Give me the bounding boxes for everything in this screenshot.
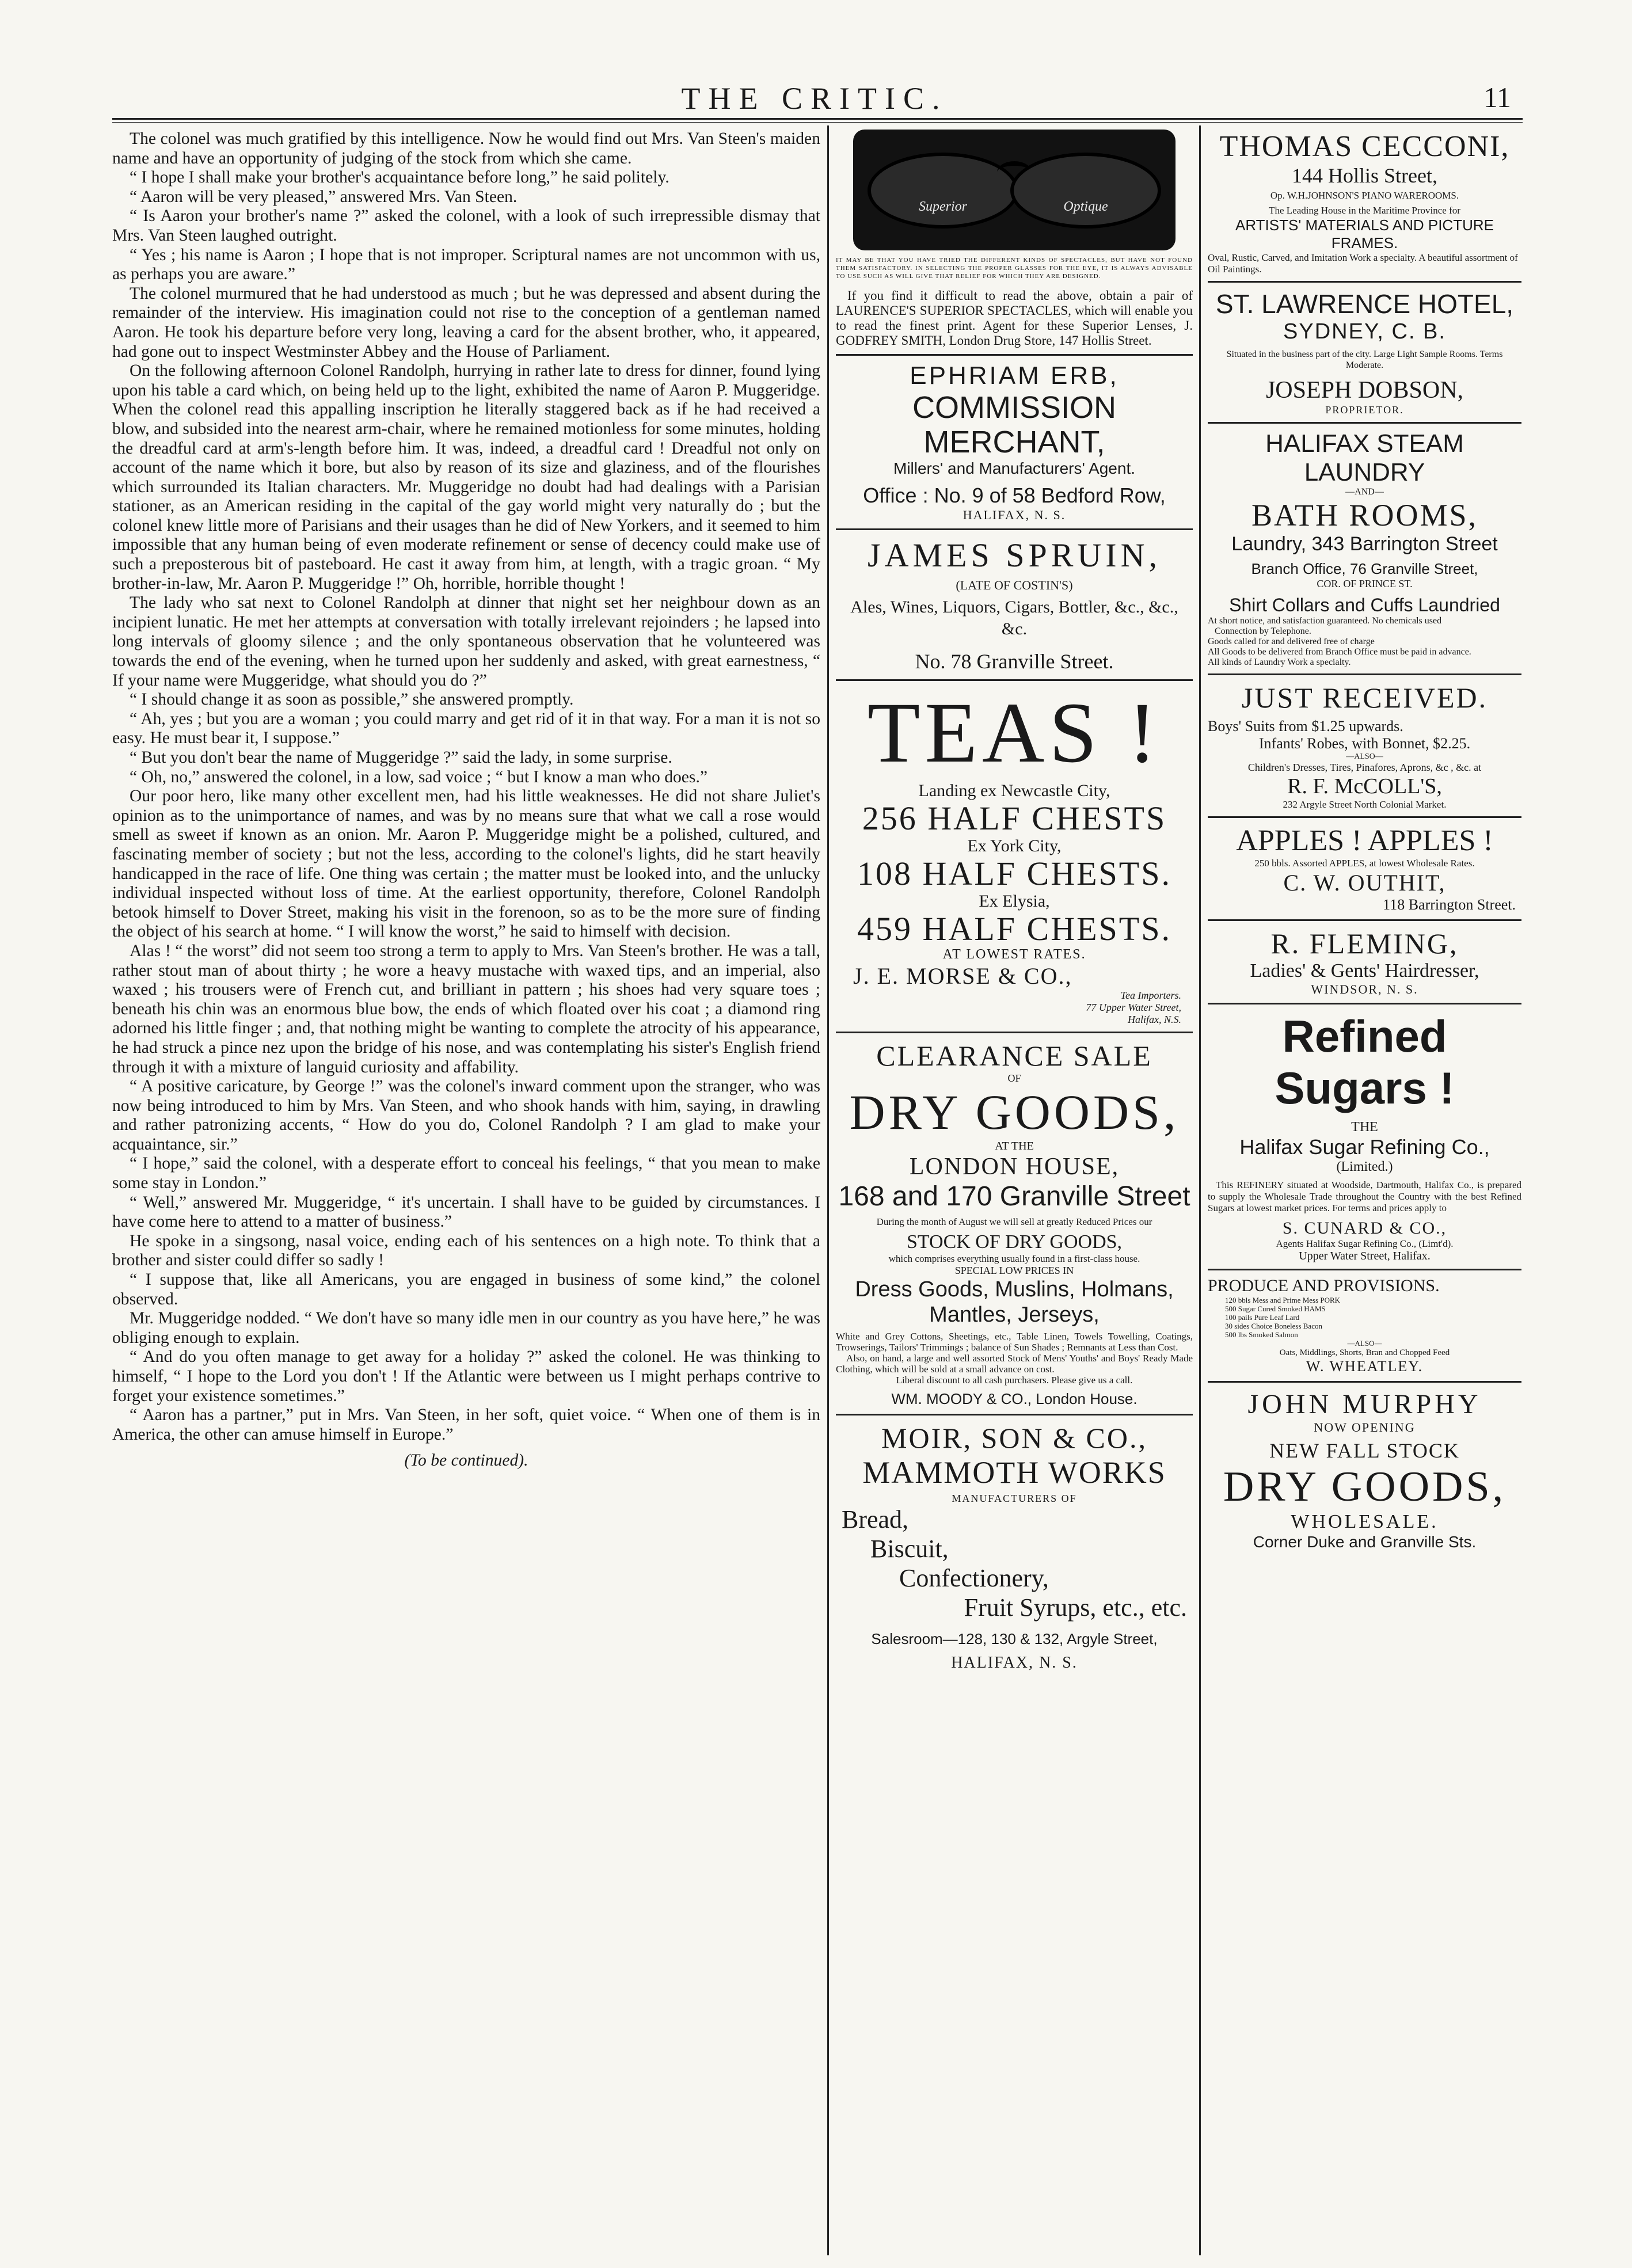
moir-line: Confectionery, (899, 1564, 1049, 1592)
ad-separator (1208, 919, 1521, 921)
story-paragraph: “ I hope I shall make your brother's acquaintance before long,” he said politely. (130, 168, 669, 187)
moir-line: MANUFACTURERS OF (952, 1493, 1077, 1504)
story-paragraph: The lady who sat next to Colonel Randolph at dinner that night set her neighbour down as an incipient lunatic. He met her attempts at conversation with totally irrelevant rejoinders ; he lapsed into long intervals of gloomy silence ; and the only spontaneous observation that he volunteered was towards the end of the evening, when he turned upon her suddenly and asked, with great earnestness, “ If your name were Muggeridge, what should you do ?” (112, 593, 820, 690)
story-paragraph: The colonel was much gratified by this intelligence. Now he would find out Mrs. Van Steen's maiden name and have an opportunity of judging of the stock from which she came. (112, 130, 820, 168)
story-paragraph: The colonel murmured that he had understood as much ; but he was depressed and absent during the remainder of the interview. His imagination could not rise to the conception of a gentleman named Aaron. He took his departure before very long, leaving a card for the absent brother, who, it appeared, had gone out to inspect Westminster Abbey and the House of Parliament. (112, 284, 820, 361)
outhit-line: 118 Barrington Street. (1383, 896, 1516, 913)
laundry-line: All Goods to be delivered from Branch Office must be paid in advance. (1208, 647, 1471, 657)
moir-line: Biscuit, (870, 1535, 949, 1563)
laundry-line: Connection by Telephone. (1215, 626, 1311, 636)
ad-separator (1208, 422, 1521, 424)
teas-lot: 256 HALF CHESTS (862, 800, 1167, 837)
erb-city: HALIFAX, N. S. (963, 508, 1066, 522)
laundry-line: HALIFAX STEAM LAUNDRY (1265, 429, 1464, 486)
lens-label: Optique (1063, 199, 1108, 214)
ad-separator (1208, 816, 1521, 818)
mccoll-line: Children's Dresses, Tires, Pinafores, Aprons, &c , &c. at (1247, 762, 1482, 773)
moody-ad (836, 1039, 1193, 1408)
moody-line: SPECIAL LOW PRICES IN (954, 1265, 1074, 1276)
ad-separator (836, 679, 1193, 681)
moody-line: WM. MOODY & CO., London House. (891, 1390, 1138, 1407)
story-paragraph: “ I suppose that, like all Americans, you are engaged in business of some kind,” the colonel observed. (112, 1270, 820, 1308)
laundry-line: All kinds of Laundry Work a specialty. (1208, 657, 1351, 667)
story-paragraph: “ Oh, no,” answered the colonel, in a low, sad voice ; “ but I know a man who does.” (130, 767, 707, 786)
wheatley-ad (1208, 1276, 1521, 1375)
teas-importers: Tea Importers. (1120, 990, 1181, 1001)
story-paragraph: On the following afternoon Colonel Randolph, hurrying in rather late to dress for dinner, found lying upon his table a card which, on being held up to the light, exhibited the name of Aaron P. Muggeridge. When the colonel read this appalling inscription he literally staggered back as if he had received a blow, and subsided into the nearest arm-chair, where he remained motionless for some minutes, holding the dreadful card at arm's-length before him. It was, indeed, a dreadful card ! Dreadful not only on account of the name which it bore, but also by reason of its size and glaziness, and of the flourishes which surrounded its Italian characters. Mr. Muggeridge no doubt had had dealings with a Parisian stationer, as an American residing in the capital of the gay world might very naturally do ; but the colonel knew little more of Parisians and their usages than he did of New Yorkers, and it seemed to him impossible that any human being of even moderate refinement or sense of decency could make use of such a preposterous bit of pasteboard. He cast it away from him, at length, with a tragic groan. “ My brother-in-law, Mr. Aaron P. Muggeridge !” Oh, horrible, horrible thought ! (112, 361, 820, 593)
teas-lot: 459 HALF CHESTS. (857, 910, 1171, 947)
sugar-ad (1208, 1010, 1521, 1263)
moody-line: STOCK OF DRY GOODS, (906, 1231, 1123, 1253)
wheatley-also: —ALSO— (1347, 1339, 1382, 1348)
hotel-text: Situated in the business part of the city. Large Light Sample Rooms. Terms Moderate. (1226, 349, 1503, 370)
hotel-city: SYDNEY, C. B. (1283, 319, 1446, 344)
ad-separator (1208, 1381, 1521, 1383)
story-paragraph: Our poor hero, like many other excellent men, had his little weaknesses. He did not share Juliet's opinion as to the unimportance of names, and was by no means sure that what we call a rose would smell as sweet if known as an onion. Mr. Aaron P. Muggeridge might be a polished, cultured, and fascinating member of society ; but not the less, according to the colonel's lights, did he start heavily handicapped in the race of life. One thing was certain ; the matter must be looked into, and the unlucky individual inspected without loss of time. At the earliest opportunity, therefore, Colonel Randolph betook himself to Dover Street, making his visit in the forenoon, so as to be the more sure of finding the object of his search at home. “ I will know the worst,” he said to himself with decision. (112, 787, 820, 941)
wheatley-item: 500 lbs Smoked Salmon (1225, 1330, 1298, 1339)
teas-headline: TEAS ! (867, 685, 1162, 781)
moody-line: Dress Goods, Muslins, Holmans, Mantles, Jerseys, (855, 1277, 1174, 1327)
murphy-line: NOW OPENING (1314, 1420, 1416, 1434)
continued-note: (To be continued). (404, 1451, 528, 1470)
murphy-line: NEW FALL STOCK (1269, 1439, 1460, 1462)
ad-separator (836, 528, 1193, 530)
laundry-line: COR. OF PRINCE ST. (1317, 578, 1413, 589)
fleming-ad (1208, 927, 1521, 997)
sugar-line: Refined Sugars ! (1275, 1011, 1455, 1113)
outhit-line: 250 bbls. Assorted APPLES, at lowest Wholesale Rates. (1254, 858, 1475, 869)
teas-ship: Ex York City, (967, 836, 1062, 855)
ad-separator (836, 354, 1193, 356)
story-paragraph: “ But you don't bear the name of Muggeridge ?” said the lady, in some surprise. (130, 748, 672, 767)
column-divider (827, 125, 829, 2255)
spruin-address: No. 78 Granville Street. (915, 650, 1114, 673)
sugar-line: Agents Halifax Sugar Refining Co., (Limt'd). (1276, 1238, 1454, 1249)
spectacles-ad (836, 130, 1193, 348)
hotel-proprietor-title: PROPRIETOR. (1325, 404, 1404, 416)
wheatley-item: 30 sides Choice Boneless Bacon (1225, 1322, 1322, 1330)
laundry-line: BATH ROOMS, (1251, 498, 1478, 532)
sugar-line: This REFINERY situated at Woodside, Dartmouth, Halifax Co., is prepared to supply the Wholesale Trade throughout the Country with the best Refined Sugars at lowest market prices. For terms and prices apply to (1208, 1179, 1521, 1213)
fleming-line: Ladies' & Gents' Hairdresser, (1250, 960, 1479, 981)
wheatley-item: 100 pails Pure Leaf Lard (1225, 1313, 1300, 1322)
moody-line: CLEARANCE SALE (876, 1040, 1152, 1072)
story-paragraph: He spoke in a singsong, nasal voice, ending each of his sentences on a high note. To think that a brother and sister could differ so sadly ! (112, 1231, 820, 1270)
story-column (112, 130, 820, 2248)
teas-landing: Landing ex Newcastle City, (918, 781, 1110, 800)
moody-line: 168 and 170 Granville Street (838, 1181, 1190, 1212)
ad-separator (1208, 1003, 1521, 1004)
moody-line: LONDON HOUSE, (909, 1154, 1120, 1180)
erb-ad (836, 361, 1193, 523)
cecconi-ad (1208, 130, 1521, 275)
ad-separator (1208, 1269, 1521, 1270)
moir-ad (836, 1421, 1193, 1672)
spruin-late: (LATE OF COSTIN'S) (956, 578, 1073, 592)
wheatley-item: 120 bbls Mess and Prime Mess PORK (1225, 1296, 1341, 1304)
cecconi-leading: The Leading House in the Maritime Province for (1269, 205, 1460, 216)
ad-separator (836, 1414, 1193, 1415)
cecconi-address: 144 Hollis Street, (1292, 164, 1437, 187)
outhit-ad (1208, 824, 1521, 914)
murphy-line: JOHN MURPHY (1247, 1389, 1482, 1420)
wheatley-name: W. WHEATLEY. (1306, 1358, 1424, 1375)
newspaper-title: THE CRITIC. (681, 81, 948, 116)
wheatley-other: Oats, Middlings, Shorts, Bran and Chopped Feed (1279, 1348, 1450, 1357)
story-paragraph: “ Ah, yes ; but you are a woman ; you could marry and get rid of it in that way. For a man it is not so easy. He must bear it, I suppose.” (112, 709, 820, 748)
spectacles-fine-print: IT MAY BE THAT YOU HAVE TRIED THE DIFFERENT KINDS OF SPECTACLES, BUT HAVE NOT FOUND THEM SATISFACTORY. IN SELECTING THE PROPER GLASSES FOR THE EYE, IT IS ALWAYS ADVISABLE TO USE SUCH AS WILL GIVE THAT RELIEF FOR WHICH THEY ARE DESIGNED. (836, 257, 1193, 280)
cecconi-frames: Oval, Rustic, Carved, and Imitation Work a specialty. A beautiful assortment of Oil Paintings. (1208, 252, 1518, 275)
lens-label: Superior (919, 199, 967, 214)
teas-lot: 108 HALF CHESTS. (857, 855, 1171, 892)
mccoll-line: Infants' Robes, with Bonnet, $2.25. (1258, 735, 1471, 752)
header-rule-thin (112, 122, 1523, 123)
hotel-proprietor: JOSEPH DOBSON, (1265, 377, 1464, 404)
outhit-line: C. W. OUTHIT, (1283, 870, 1446, 896)
teas-merchant-city: Halifax, N.S. (1128, 1014, 1181, 1025)
page-number: 11 (1483, 81, 1511, 113)
cecconi-name: THOMAS CECCONI, (1219, 130, 1510, 163)
laundry-line: Branch Office, 76 Granville Street, (1251, 560, 1478, 577)
moody-line: DRY GOODS, (849, 1084, 1180, 1140)
sugar-line: THE (1351, 1120, 1378, 1135)
mccoll-line: Boys' Suits from $1.25 upwards. (1208, 718, 1403, 735)
murphy-ad (1208, 1388, 1521, 1551)
erb-subtitle: Millers' and Manufacturers' Agent. (893, 459, 1135, 477)
ad-column-right (1208, 130, 1521, 2259)
moody-line: Also, on hand, a large and well assorted Stock of Mens' Youths' and Boys' Ready Made Clothing, which will be sold at a small advance on cost. (836, 1353, 1193, 1375)
teas-ship: Ex Elysia, (979, 892, 1050, 911)
teas-merchant-address: 77 Upper Water Street, (1086, 1002, 1181, 1013)
fleming-line: WINDSOR, N. S. (1311, 982, 1418, 996)
ad-separator (1208, 281, 1521, 283)
sugar-line: (Limited.) (1336, 1159, 1393, 1174)
laundry-line: At short notice, and satisfaction guaranteed. No chemicals used (1208, 616, 1442, 626)
moody-line: which comprises everything usually found in a first-class house. (888, 1253, 1140, 1264)
hotel-ad (1208, 288, 1521, 416)
story-paragraph: “ Yes ; his name is Aaron ; I hope that is not improper. Scriptural names are not uncommon with us, as perhaps you are aware.” (112, 245, 820, 284)
teas-ad (836, 687, 1193, 1026)
laundry-line: —AND— (1345, 487, 1384, 497)
ad-separator (1208, 673, 1521, 675)
laundry-ad (1208, 429, 1521, 668)
page-header (112, 81, 1517, 115)
hotel-name: ST. LAWRENCE HOTEL, (1215, 289, 1514, 319)
header-rule (112, 118, 1523, 120)
teas-merchant: J. E. MORSE & CO., (853, 963, 1072, 989)
moody-line: OF (1007, 1072, 1021, 1084)
moir-line: Fruit Syrups, etc., etc. (964, 1593, 1187, 1622)
mccoll-line: R. F. McCOLL'S, (1287, 774, 1442, 798)
ad-column-middle (836, 130, 1193, 2259)
spectacles-body: If you find it difficult to read the above, obtain a pair of LAURENCE'S SUPERIOR SPECTACLES, which will enable you to read the finest print. Agent for these Superior Lenses, J. GODFREY SMITH, London Drug Store, 147 Hollis Street. (836, 288, 1193, 348)
erb-office: Office : No. 9 of 58 Bedford Row, (863, 484, 1166, 507)
sugar-line: S. CUNARD & CO., (1282, 1219, 1447, 1238)
moody-line: Liberal discount to all cash purchasers. Please give us a call. (896, 1375, 1133, 1386)
story-paragraph: “ I should change it as soon as possible,” she answered promptly. (130, 690, 574, 709)
spectacles-image (853, 130, 1176, 250)
murphy-line: DRY GOODS, (1223, 1463, 1507, 1510)
teas-rates: AT LOWEST RATES. (942, 947, 1086, 962)
spruin-ad (836, 536, 1193, 673)
erb-title: COMMISSION MERCHANT, (912, 390, 1116, 459)
moody-line: AT THE (995, 1140, 1034, 1152)
laundry-line: Laundry, 343 Barrington Street (1231, 533, 1498, 555)
fleming-line: R. FLEMING, (1270, 927, 1459, 960)
story-paragraph: “ Well,” answered Mr. Muggeridge, “ it's uncertain. I shall have to be guided by circumstances. I have come here to attend to a matter of business.” (112, 1193, 820, 1231)
murphy-line: Corner Duke and Granville Sts. (1253, 1533, 1477, 1551)
wheatley-item: 500 Sugar Cured Smoked HAMS (1225, 1304, 1326, 1313)
moir-line: MOIR, SON & CO., (881, 1422, 1147, 1454)
wheatley-line: PRODUCE AND PROVISIONS. (1208, 1276, 1440, 1295)
sugar-line: Halifax Sugar Refining Co., (1239, 1135, 1490, 1159)
mccoll-line: 232 Argyle Street North Colonial Market. (1283, 799, 1447, 810)
cecconi-materials: ARTISTS' MATERIALS AND PICTURE FRAMES. (1235, 216, 1494, 252)
story-paragraph: Mr. Muggeridge nodded. “ We don't have so many idle men in our country as you have here,” he was obliging enough to explain. (112, 1309, 820, 1347)
sugar-line: Upper Water Street, Halifax. (1299, 1250, 1431, 1262)
outhit-line: APPLES ! APPLES ! (1236, 824, 1493, 857)
mccoll-line: JUST RECEIVED. (1241, 682, 1488, 714)
column-divider (1199, 125, 1201, 2255)
moir-line: Salesroom—128, 130 & 132, Argyle Street, (871, 1630, 1158, 1647)
moody-line: White and Grey Cottons, Sheetings, etc., Table Linen, Towels Towelling, Coatings, Trowserings, Tailors' Trimmings ; balance of Sun Shades ; Remnants at Less than Cost. (836, 1331, 1193, 1353)
moir-line: HALIFAX, N. S. (951, 1654, 1078, 1672)
spectacle-lens-icon (1010, 153, 1161, 229)
spruin-name: JAMES SPRUIN, (868, 536, 1161, 574)
story-paragraph: “ Aaron will be very pleased,” answered Mrs. Van Steen. (130, 187, 518, 206)
cecconi-op: Op. W.H.JOHNSON'S PIANO WAREROOMS. (1270, 190, 1459, 201)
mccoll-ad (1208, 681, 1521, 810)
spruin-goods: Ales, Wines, Liquors, Cigars, Bottler, &c., &c., &c. (850, 598, 1178, 638)
moody-line: During the month of August we will sell at greatly Reduced Prices our (876, 1216, 1152, 1227)
laundry-line: Goods called for and delivered free of charge (1208, 637, 1375, 646)
story-paragraph: “ A positive caricature, by George !” was the colonel's inward comment upon the stranger, who was now being introduced to him by Mrs. Van Steen, and who shook hands with him, saying, in drawling and rather patronizing accents, “ How do you do, Colonel Randolph ? I am glad to make your acquaintance, sir.” (112, 1077, 820, 1154)
spectacle-lens-icon (868, 153, 1018, 229)
story-paragraph: “ And do you often manage to get away for a holiday ?” asked the colonel. He was thinking to himself, “ I hope to the Lord you don't ! If the Atlantic were between us I might perhaps contrive to forget your existence sometimes.” (112, 1348, 820, 1405)
story-paragraph: Alas ! “ the worst” did not seem too strong a term to apply to Mrs. Van Steen's brother. He was a tall, rather stout man of about thirty ; he wore a heavy mustache with waxed tips, and an imperial, also waxed ; his trousers were of French cut, and brilliant in pattern ; his shoes had very square toes ; beneath his chin was an enormous blue bow, the ends of which floated over his coat ; a diamond ring adorned his little finger ; and, that nothing might be wanting to complete the atrocity of his appearance, he had struck a pince nez upon the bridge of his nose, and was contemplating his sister's English friend through it with a mixture of languid curiosity and affability. (112, 941, 820, 1076)
moir-line: MAMMOTH WORKS (862, 1455, 1166, 1490)
erb-name: EPHRIAM ERB, (910, 361, 1119, 390)
story-paragraph: “ Aaron has a partner,” put in Mrs. Van Steen, in her soft, quiet voice. “ When one of them is in America, the other can amuse himself in Europe.” (112, 1406, 820, 1444)
ad-separator (836, 1032, 1193, 1033)
moir-line: Bread, (842, 1505, 909, 1533)
story-paragraph: “ I hope,” said the colonel, with a desperate effort to conceal his feelings, “ that you mean to make some stay in London.” (112, 1154, 820, 1193)
story-paragraph: “ Is Aaron your brother's name ?” asked the colonel, with a look of such irrepressible dismay that Mrs. Van Steen laughed outright. (112, 207, 820, 245)
mccoll-line: —ALSO— (1346, 752, 1383, 761)
murphy-line: WHOLESALE. (1291, 1511, 1439, 1532)
laundry-line: Shirt Collars and Cuffs Laundried (1229, 595, 1500, 615)
